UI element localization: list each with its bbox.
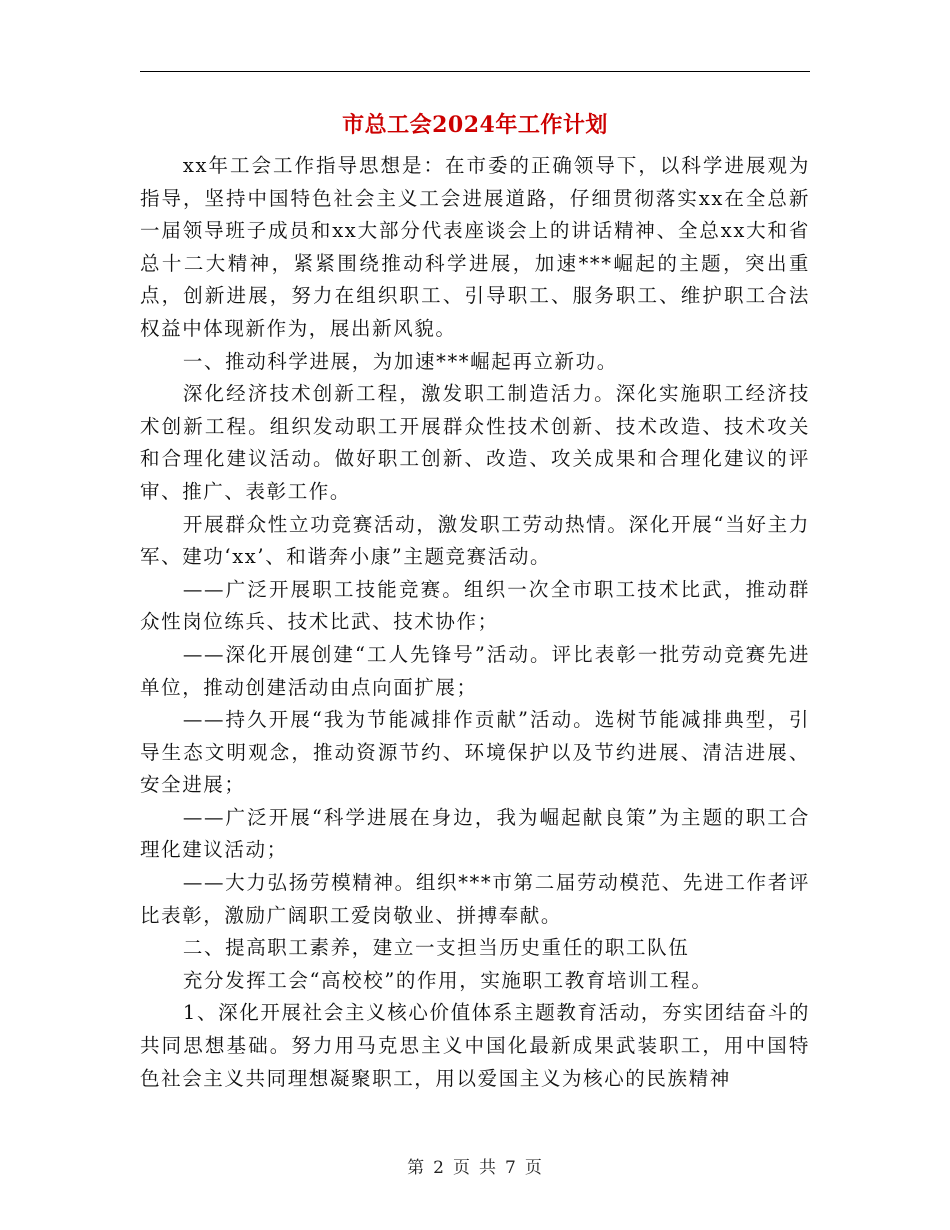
list-item: ——持久开展“我为节能减排作贡献”活动。选树节能减排典型，引导生态文明观念，推动资源节约、环境保护以及节约进展、清洁进展、安全进展； bbox=[140, 708, 810, 797]
paragraph: 开展群众性立功竞赛活动，激发职工劳动热情。深化开展“当好主力军、建功‘xx’、和谐奔小康”主题竞赛活动。 bbox=[140, 512, 810, 569]
document-title: 市总工会2024年工作计划 bbox=[342, 112, 608, 138]
section-heading: 一、推动科学进展，为加速***崛起再立新功。 bbox=[182, 349, 618, 373]
list-item: ——大力弘扬劳模精神。组织***市第二届劳动模范、先进工作者评比表彰，激励广阔职工爱岗敬业、拼搏奉献。 bbox=[140, 871, 810, 927]
paragraph: 1、深化开展社会主义核心价值体系主题教育活动，夯实团结奋斗的共同思想基础。努力用马克思主义中国化最新成果武装职工，用中国特色社会主义共同理想凝聚职工，用以爱国主义为核心的民族精神 bbox=[140, 1001, 810, 1090]
list-item: ——深化开展创建“工人先锋号”活动。评比表彰一批劳动竞赛先进单位，推动创建活动由点向面扩展； bbox=[140, 642, 810, 699]
page-total: 7 bbox=[505, 1158, 517, 1178]
list-item: ——广泛开展“科学进展在身边，我为崛起献良策”为主题的职工合理化建议活动； bbox=[140, 805, 810, 862]
footer-total-prefix: 共 bbox=[479, 1158, 497, 1178]
page-footer bbox=[140, 1153, 810, 1178]
footer-page-word: 页 bbox=[453, 1158, 471, 1178]
footer-prefix: 第 bbox=[407, 1158, 426, 1178]
footer-total-word: 页 bbox=[524, 1158, 543, 1178]
paragraph: 充分发挥工会“高校校”的作用，实施职工教育培训工程。 bbox=[182, 968, 713, 992]
list-item: ——广泛开展职工技能竞赛。组织一次全市职工技术比武，推动群众性岗位练兵、技术比武、技术协作； bbox=[140, 577, 810, 634]
section-heading: 二、提高职工素养，建立一支担当历史重任的职工队伍 bbox=[182, 936, 690, 960]
header-rule bbox=[140, 71, 810, 72]
paragraph: 深化经济技术创新工程，激发职工制造活力。深化实施职工经济技术创新工程。组织发动职工开展群众性技术创新、技术改造、技术攻关和合理化建议活动。做好职工创新、改造、攻关成果和合理化建议的评审、推广、表彰工作。 bbox=[140, 382, 810, 503]
document-body bbox=[140, 150, 810, 1095]
paragraph: xx年工会工作指导思想是：在市委的正确领导下，以科学进展观为指导，坚持中国特色社会主义工会进展道路，仔细贯彻落实xx在全总新一届领导班子成员和xx大部分代表座谈会上的讲话精神、全总xx大和省总十二大精神，紧紧围绕推动科学进展，加速***崛起的主题，突出重点，创新进展，努力在组织职工、引导职工、服务职工、维护职工合法权益中体现新作为，展出新风貌。 bbox=[140, 154, 810, 340]
page-number: 2 bbox=[433, 1158, 445, 1178]
